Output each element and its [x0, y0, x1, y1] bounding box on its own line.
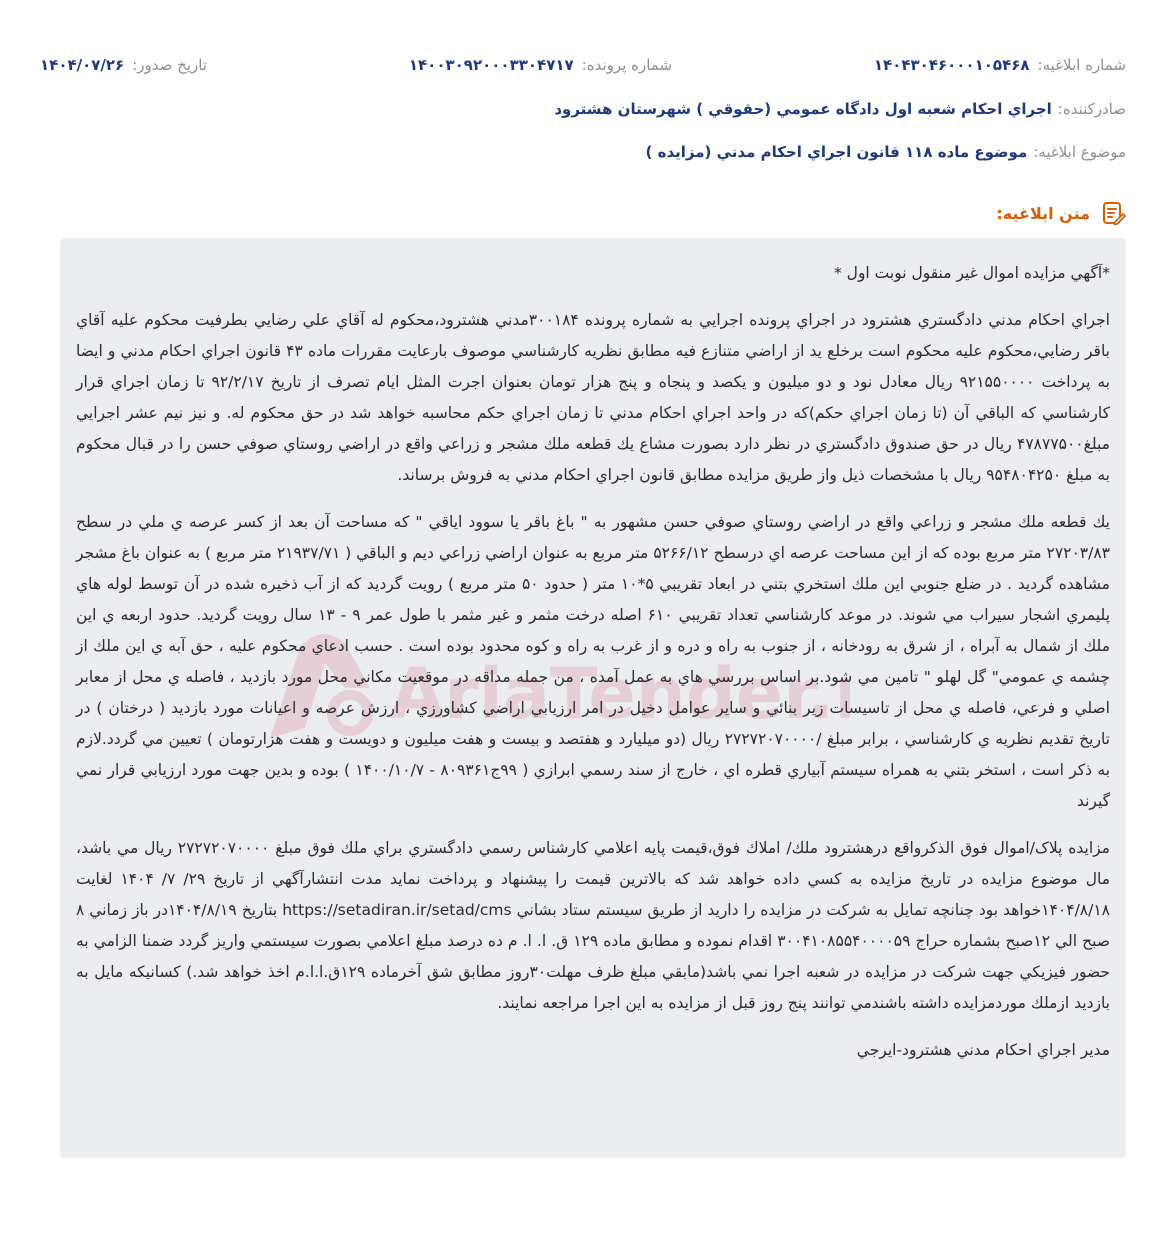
issuer-line: [554, 100, 1126, 118]
notice-paragraph-1: اجراي احكام مدني دادگستري هشترود در اجراي پرونده اجرايي به شماره پرونده ۳۰۰۱۸۴مدني هشترود،محكوم له آقاي علي رضايي بطرفيت محكوم عليه آقاي باقر رضايي،محكوم عليه محكوم است برخلع يد از اراضي متنازع فيه مطابق نظريه كارشناسي موصوف بارعايت مقررات ماده ۴۳ قانون اجراي احكام مدني و ايضا به پرداخت ۹۲۱۵۵۰۰۰۰ ريال معادل نود و دو ميليون و يكصد و پنجاه و پنج هزار تومان بعنوان اجرت المثل ايام تصرف از تاريخ ۹۲/۲/۱۷ تا زمان اجراي قرار كارشناسي كه الباقي آن (تا زمان اجراي حكم)كه در واحد اجراي احكام مدني تا زمان اجراي حكم محاسبه خواهد شد در حق محكوم له. و نيز نيم عشر اجرايي مبلغ۴۷۸۷۷۵۰۰ ريال در حق صندوق دادگستري در نظر دارد بصورت مشاع يك قطعه ملك مشجر و زراعي واقع در اراضي روستاي صوفي حسن را در قبال محكوم به مبلغ ۹۵۴۸۰۴۲۵۰ ريال با مشخصات ذيل واز طريق مزايده مطابق قانون اجراي احكام مدني به فروش برساند.: [76, 311, 1110, 484]
issuer-label: صادرکننده:: [1057, 100, 1126, 118]
subject-line: [646, 143, 1126, 161]
case-number-value: ۱۴۰۰۳۰۹۲۰۰۰۳۳۰۴۷۱۷: [408, 56, 574, 74]
notice-heading: *آگهي مزايده اموال غير منقول نوبت اول *: [834, 264, 1110, 282]
notice-body-panel: [60, 238, 1126, 1158]
notice-paragraph-2: يك قطعه ملك مشجر و زراعي واقع در اراضي روستاي صوفي حسن مشهور به " باغ باقر يا سوود اياقي " كه مساحت آن بعد از كسر عرصه ي ملي در سطح ۲۷۲۰۳/۸۳ متر مربع بوده كه از اين مساحت عرصه اي درسطح ۵۲۶۶/۱۲ متر مربع به عنوان اراضي زراعي ديم و الباقي ( ۲۱۹۳۷/۷۱ متر مربع ) به عنوان باغ مشجر مشاهده گرديد . در ضلع جنوبي اين ملك استخري بتني در ابعاد تقريبي ۵*۱۰ متر ( حدود ۵۰ متر مربع ) رويت گرديد كه از آب ذخيره شده در آن توسط لوله هاي پليمري اشجار سيراب مي شوند. در موعد كارشناسي تعداد تقريبي ۶۱۰ اصله درخت مثمر و غير مثمر با طول عمر ۹ - ۱۳ سال رويت گرديد. حدود اربعه ي اين ملك از شمال به آبراه ، از شرق به رودخانه ، از جنوب به راه و دره و از غرب به راه و كوه محدود بوده است . حسب ادعاي محكوم عليه ، حق آبه ي اين ملك از چشمه ي عمومي" گل لهلو " تامين مي شود.بر اساس بررسي هاي به عمل آمده ، من جمله مداقه در موقعيت مكاني محل مورد بازديد ، فاصله ي محل از معابر اصلي و فرعي، فاصله ي محل از تاسيسات زير بنائي و ساير عوامل دخيل در امر ارزيابي اراضي كشاورزي ، ارزش عرصه و اعيانات مورد بازديد ( درختان ) در تاريخ تقديم نظريه ي كارشناسي ، برابر مبلغ /۲۷۲۷۲۰۷۰۰۰۰ ريال (دو ميليارد و هفتصد و بيست و هفت ميليون و دويست و هفت هزارتومان ) تعيين مي گردد.لازم به ذكر است ، استخر بتني به همراه سيستم آبياري قطره اي ، خارج از سند رسمي ابرازي ( ۹۹ج۸۰۹۳۶۱ - ۱۴۰۰/۱۰/۷ ) بوده و بدين جهت مورد ارزيابي قرار نمي گيرند: [76, 513, 1111, 810]
issue-date: [40, 56, 207, 74]
notice-meta-row: [40, 56, 1126, 74]
notice-paragraph-3: مزايده پلاک/اموال فوق الذکرواقع درهشترود ملك/ املاك فوق،قيمت پايه اعلامي كارشناس رسمي دادگستري براي ملك فوق مبلغ ۲۷۲۷۲۰۷۰۰۰۰ ريال مي باشد، مال موضوع مزايده در تاريخ مزايده به كسي داده خواهد شد كه بالاترين قيمت را پيشنهاد و پرداخت نمايد مدت انتشارآگهي از تاريخ ۲۹/ ۷/ ۱۴۰۴ لغايت ۱۴۰۴/۸/۱۸خواهد بود چنانچه تمايل به شركت در مزايده را داريد از طريق سيستم ستاد بشاني https://setadiran.ir/setad/cms بتاريخ ۱۴۰۴/۸/۱۹در باز زماني ۸ صبح الي ۱۲صبح بشماره حراج ۳۰۰۴۱۰۸۵۵۴۰۰۰۰۵۹ اقدام نموده و مطابق ماده ۱۲۹ ق. ا. ا. م ده درصد مبلغ اعلامي بصورت سيستمي واريز گردد ضمنا الزامي به حضور فيزيكي جهت شركت در مزايده در شعبه اجرا نمي باشد(مابقي مبلغ ظرف مهلت۳۰روز مطابق شق آخرماده ۱۲۹ق.ا.ا.م اخذ خواهد شد.) كسانيكه مايل به بازديد ازملك موردمزايده داشته باشندمي توانند پنج روز قبل از مزايده به اين اجرا مراجعه نمايند.: [76, 839, 1111, 1012]
notice-text-label: متن ابلاغیه:: [996, 203, 1090, 223]
notice-number-label: شماره ابلاغیه:: [1037, 56, 1126, 74]
notice-signature: مدير اجراي احكام مدني هشترود-ايرجي: [856, 1041, 1110, 1059]
issue-date-label: تاریخ صدور:: [132, 56, 207, 74]
case-number: [409, 56, 672, 74]
case-number-label: شماره پرونده:: [581, 56, 673, 74]
notice-number-value: ۱۴۰۴۳۰۴۶۰۰۰۱۰۵۴۶۸: [873, 56, 1030, 74]
notice-number: [874, 56, 1126, 74]
document-edit-icon: [1100, 200, 1126, 226]
notice-text-heading: [996, 200, 1126, 226]
notice-body-text: [76, 258, 1110, 1082]
issue-date-value: ۱۴۰۴/۰۷/۲۶: [40, 56, 125, 74]
subject-value: موضوع ماده ۱۱۸ قانون اجراي احكام مدني (مزايده ): [645, 143, 1028, 161]
subject-label: موضوع ابلاغیه:: [1033, 143, 1126, 161]
watermark-text: AriaTender.: [390, 653, 835, 735]
issuer-value: اجراي احكام شعبه اول دادگاه عمومي (حقوقي ) شهرستان هشترود: [554, 100, 1052, 118]
